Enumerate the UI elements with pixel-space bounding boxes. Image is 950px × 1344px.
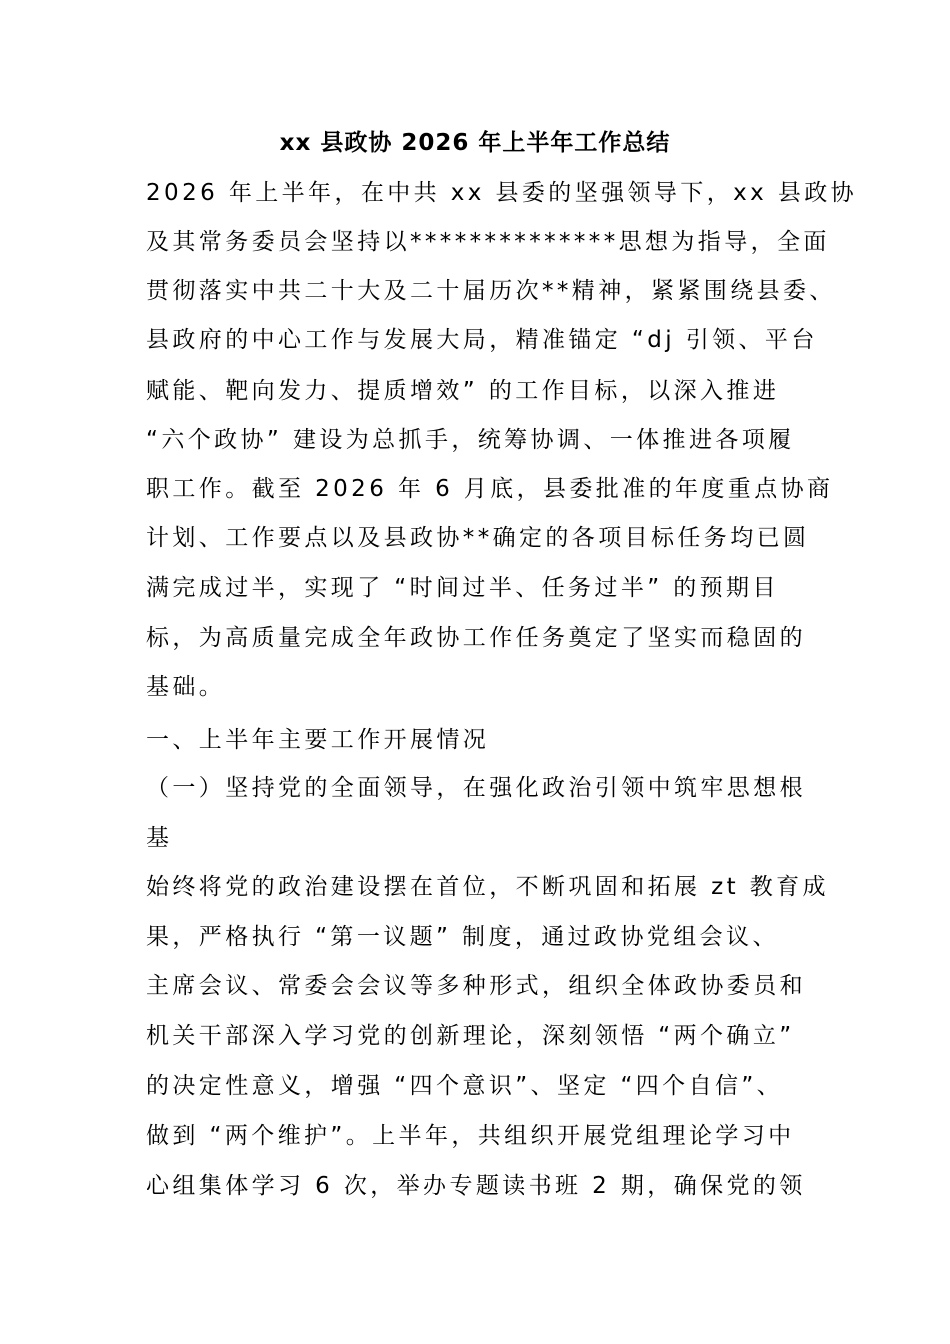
paragraph-line: 及其常务委员会坚持以**************思想为指导，全面 xyxy=(146,229,830,255)
document-title: xx 县政协 2026 年上半年工作总结 xyxy=(279,130,671,156)
paragraph-line: 做到 “两个维护”。上半年，共组织开展党组理论学习中 xyxy=(146,1123,795,1149)
paragraph-line: 标，为高质量完成全年政协工作任务奠定了坚实而稳固的 xyxy=(146,625,806,651)
paragraph-line: 基础。 xyxy=(146,674,226,700)
paragraph-line: 职工作。截至 2026 年 6 月底，县委批准的年度重点协商 xyxy=(146,476,834,502)
paragraph-line: 果，严格执行 “第一议题” 制度，通过政协党组会议、 xyxy=(146,924,779,950)
subsection-heading: 基 xyxy=(146,825,173,851)
paragraph-line: 赋能、靶向发力、提质增效” 的工作目标，以深入推进 xyxy=(146,378,780,404)
paragraph-line: 县政府的中心工作与发展大局，精准锚定 “dj 引领、平台 xyxy=(146,327,818,353)
subsection-heading: （一）坚持党的全面领导，在强化政治引领中筑牢思想根 xyxy=(146,775,806,801)
paragraph-line: 始终将党的政治建设摆在首位，不断巩固和拓展 zt 教育成 xyxy=(146,874,829,900)
paragraph-line: “六个政协” 建设为总抓手，统筹协调、一体推进各项履 xyxy=(146,427,795,453)
paragraph-line: 心组集体学习 6 次，举办专题读书班 2 期，确保党的领 xyxy=(146,1173,806,1199)
section-heading: 一、上半年主要工作开展情况 xyxy=(146,727,490,753)
paragraph-line: 贯彻落实中共二十大及二十届历次**精神，紧紧围绕县委、 xyxy=(146,278,836,304)
paragraph-line: 机关干部深入学习党的创新理论，深刻领悟 “两个确立” xyxy=(146,1023,795,1049)
paragraph-line: 计划、工作要点以及县政协**确定的各项目标任务均已圆 xyxy=(146,525,810,551)
paragraph-line: 的决定性意义，增强 “四个意识”、坚定 “四个自信”、 xyxy=(146,1073,784,1099)
paragraph-line: 主席会议、常委会会议等多种形式，组织全体政协委员和 xyxy=(146,973,806,999)
paragraph-line: 2026 年上半年，在中共 xx 县委的坚强领导下，xx 县政协 xyxy=(146,180,858,206)
paragraph-line: 满完成过半，实现了 “时间过半、任务过半” 的预期目 xyxy=(146,575,779,601)
